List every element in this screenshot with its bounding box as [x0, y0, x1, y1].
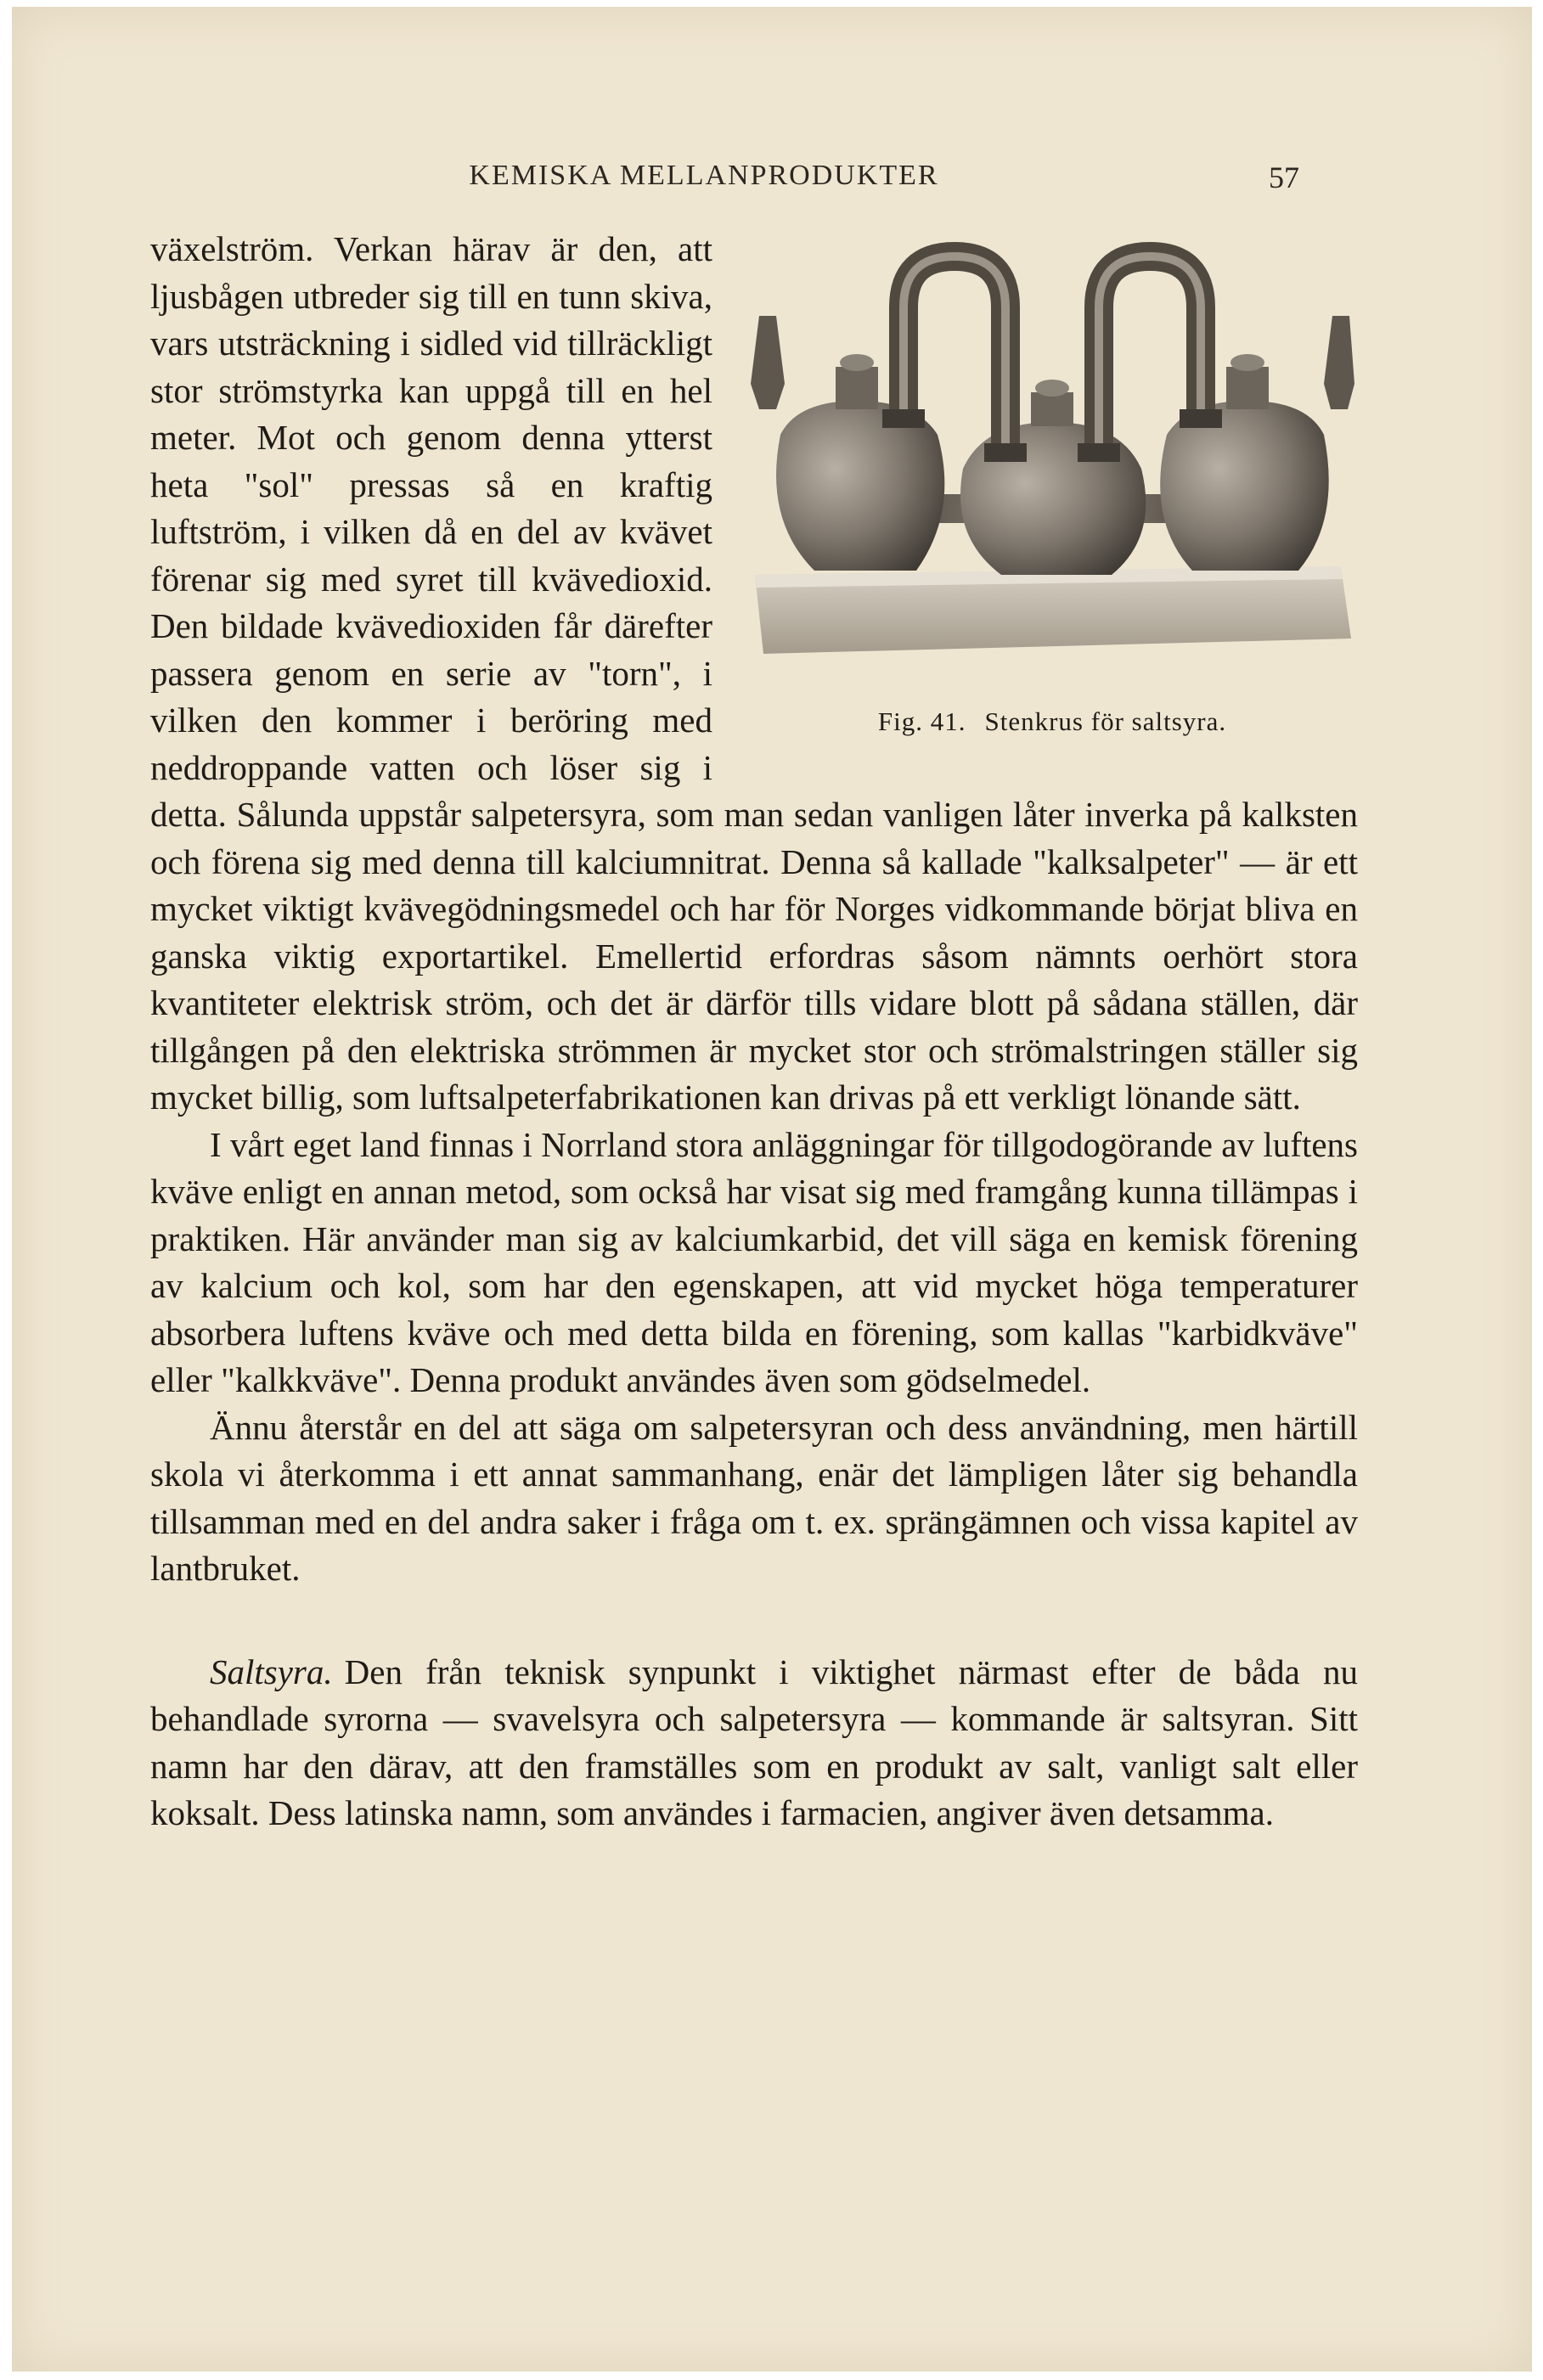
figure-label: Fig. 41.: [877, 706, 966, 736]
figure: [746, 239, 1358, 746]
running-title: KEMISKA MELLANPRODUKTER: [469, 160, 939, 191]
paragraph-4: [150, 1649, 1358, 1837]
stoneware-jars-illustration: [746, 239, 1358, 681]
section-title-saltsyra: Saltsyra.: [210, 1651, 333, 1691]
paragraph-2: I vårt eget land finnas i Norrland stora anläggningar för tillgodogörande av luftens kväve enligt en annan metod, som också har visat sig med framgång kunna tillämpas i praktiken. Här använder man sig av kalciumkarbid, det vill säga en kemisk förening av kalcium och kol, som har den egenskapen, att vid mycket höga temperaturer absorbera luftens kväve och med detta bilda en förening, som kallas "karbidkväve" eller "kalkkväve". Denna produkt användes även som gödselmedel.: [150, 1124, 1358, 1399]
section-gap: [150, 1593, 1358, 1649]
figure-caption: [746, 698, 1358, 746]
paragraph-4-text: Den från teknisk synpunkt i viktighet närmast efter de båda nu behandlade syrorna — svavelsyra och salpetersyra — kommande är saltsyran. Sitt namn har den därav, att den framställes som en produkt av salt, vanligt salt eller koksalt. Dess latinska namn, som användes i farmacien, angiver även detsamma.: [150, 1651, 1358, 1832]
figure-caption-text: Stenkrus för saltsyra.: [984, 706, 1227, 736]
page: [12, 7, 1532, 2372]
page-number: 57: [1269, 160, 1299, 194]
page-header: [12, 160, 1532, 202]
paragraph-3: Ännu återstår en del att säga om salpetersyran och dess användning, men härtill skola vi återkomma i ett annat sammanhang, enär det lämpligen låter sig behandla tillsamman med en del andra saker i fråga om t. ex. sprängämnen och vissa kapitel av lantbruket.: [150, 1407, 1358, 1588]
paragraph-1: växelström. Verkan härav är den, att ljusbågen utbreder sig till en tunn skiva, vars utsträckning i sidled vid tillräckligt stor strömstyrka kan uppgå till en hel meter. Mot och genom denna ytterst heta "sol" pressas så en kraftig luftström, i vilken då en del av kvävet förenar sig med syret till kvävedioxid. Den bildade kvävedioxiden får därefter passera genom en serie av "torn", i vilken den kommer i beröring med neddroppande vatten och löser sig i detta. Sålunda uppstår salpetersyra, som man sedan vanligen låter inverka på kalksten och förena sig med denna till kalciumnitrat. Denna så kallade "kalksalpeter" — är ett mycket viktigt kvävegödningsmedel och har för Norges vidkommande börjat bliva en ganska viktig exportartikel. Emellertid erfordras såsom nämnts oerhört stora kvantiteter elektrisk ström, och det är därför tills vidare blott på sådana ställen, där tillgången på den elektriska strömmen är mycket stor och strömalstringen ställer sig mycket billig, som luftsalpeterfabrikationen kan drivas på ett verkligt lönande sätt.: [150, 229, 1358, 1117]
body-text: [150, 226, 1358, 1837]
